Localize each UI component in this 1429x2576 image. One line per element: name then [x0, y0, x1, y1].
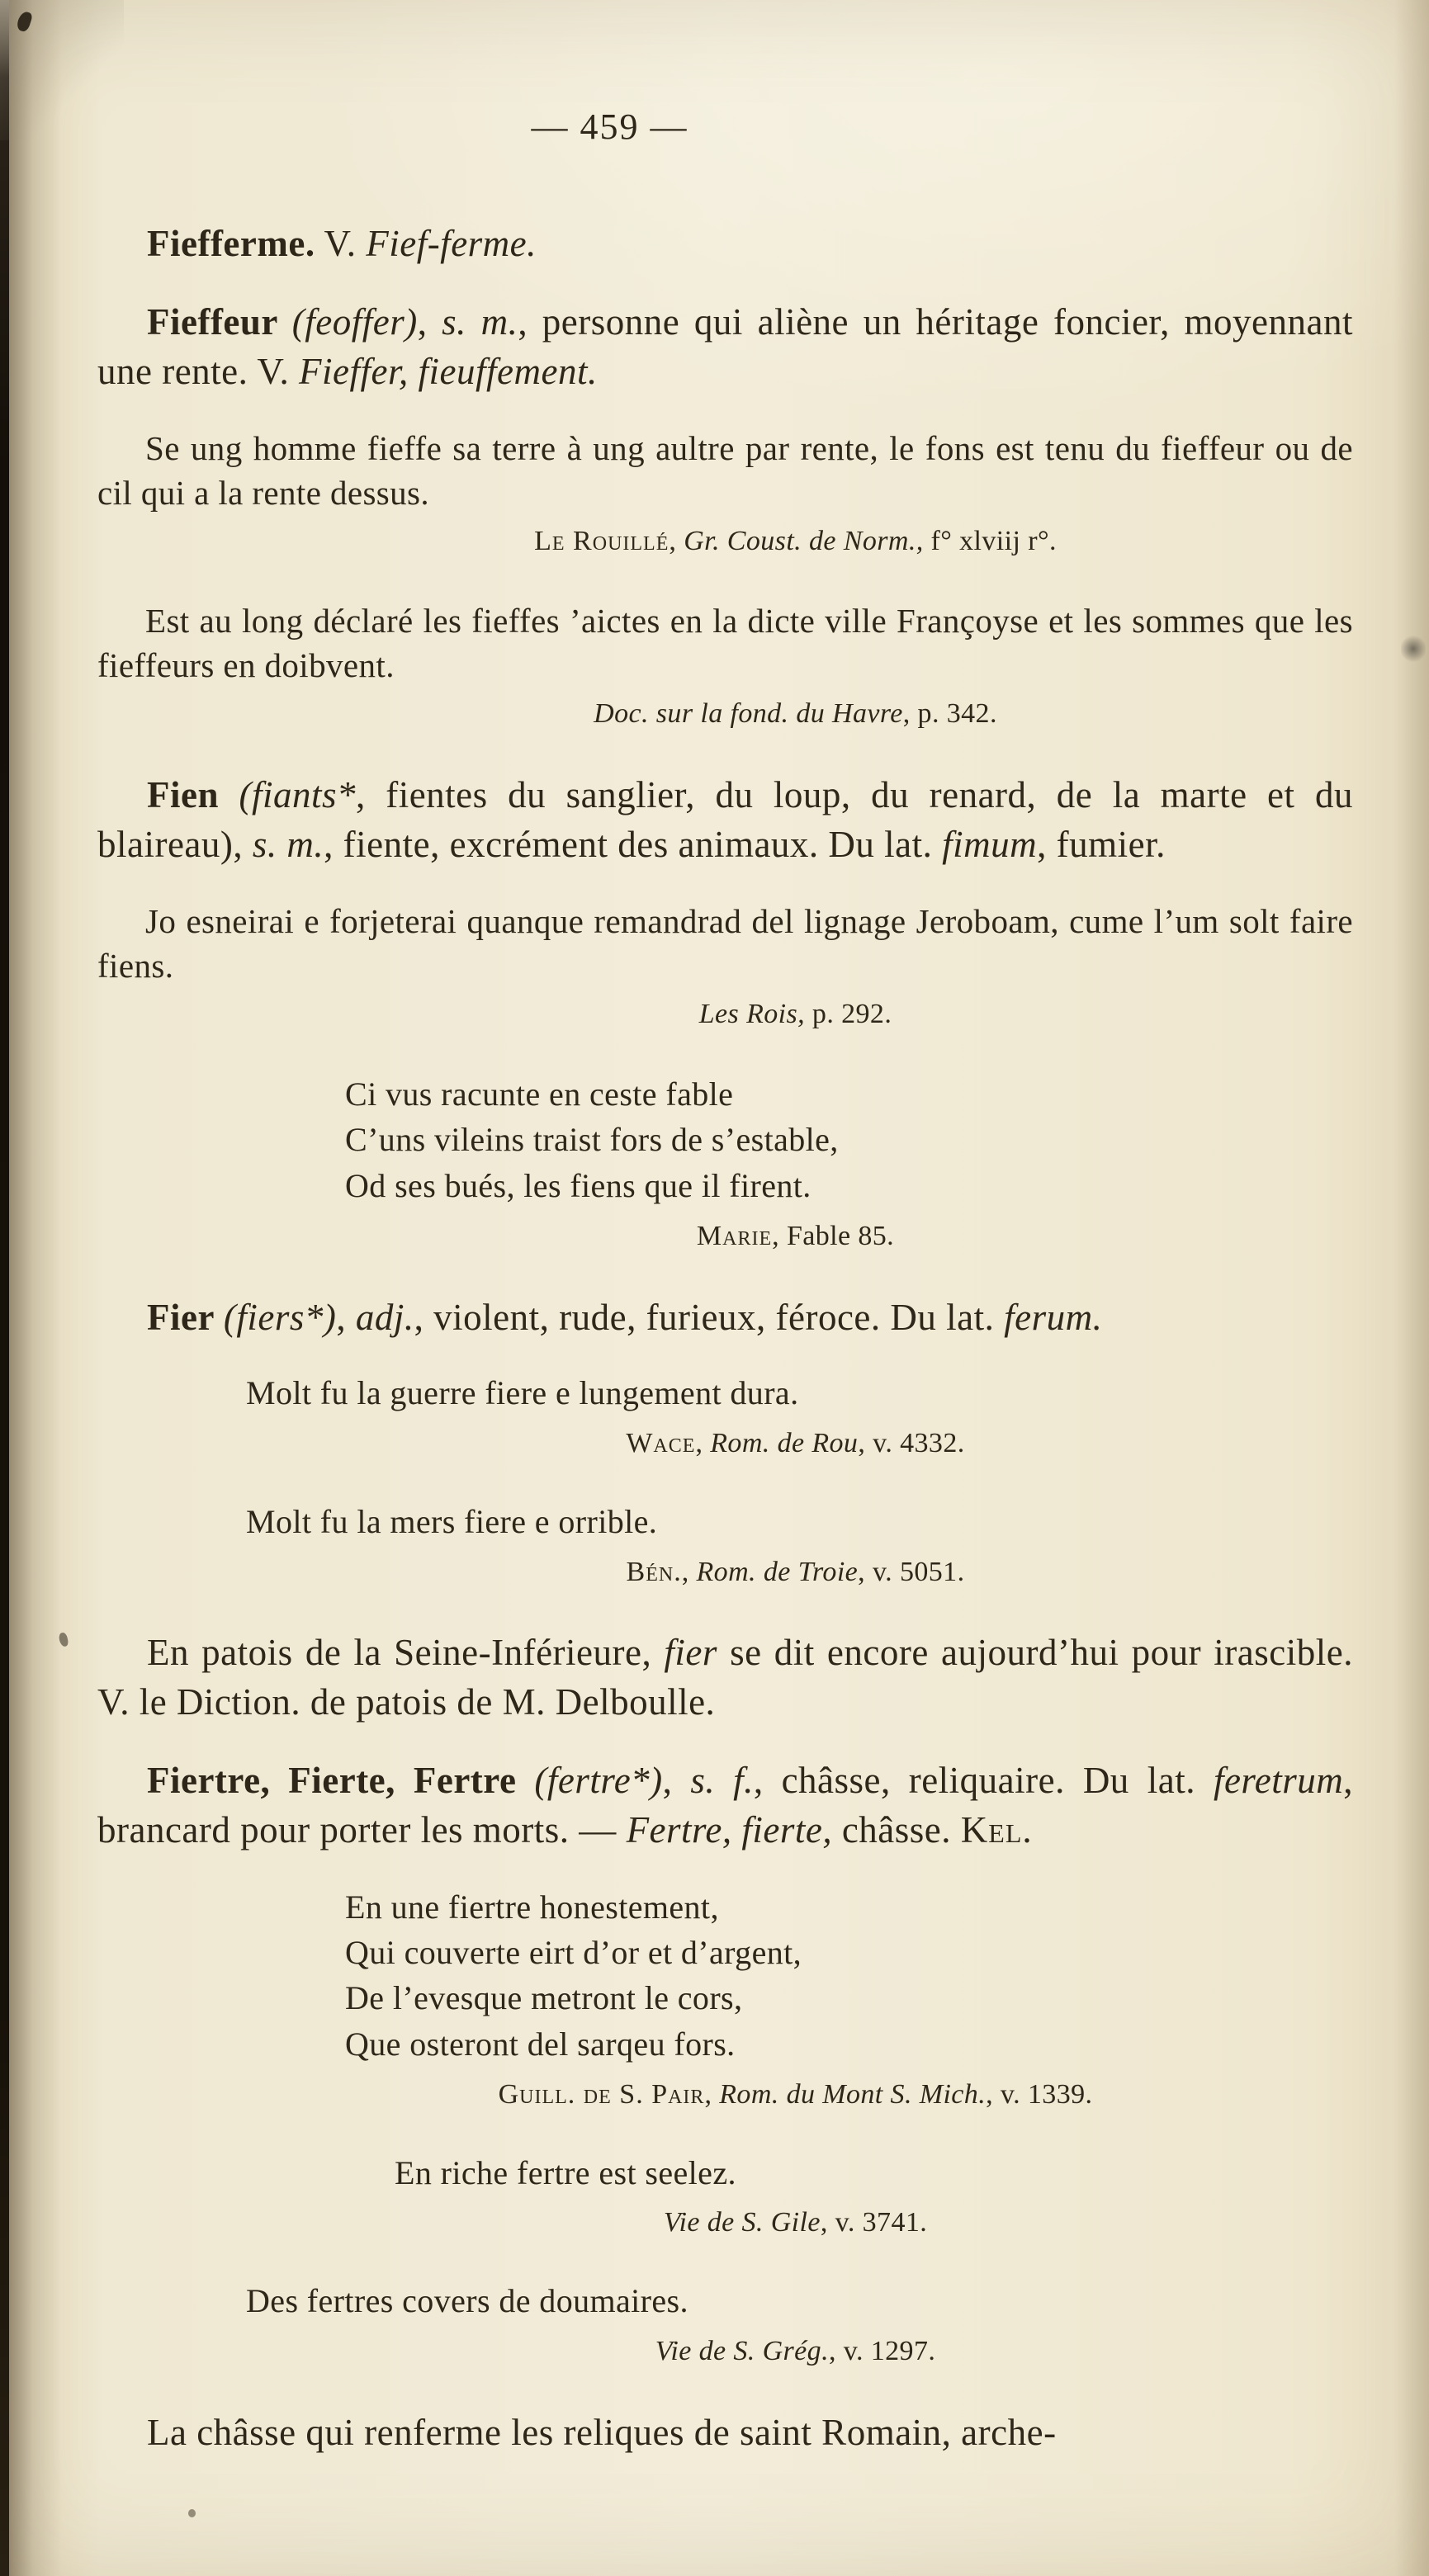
- text-segment: , v. 5051.: [858, 1556, 965, 1587]
- entry-fiefferme: [97, 220, 1353, 268]
- verse-en-une-fiertre: [345, 1884, 1353, 2067]
- ink-speck-bottom: [188, 2509, 196, 2517]
- citation-wace: [97, 1425, 1353, 1463]
- quote-des-fertres-covers: [246, 2280, 1353, 2323]
- text-segment: Fief-ferme.: [366, 223, 537, 264]
- text-segment: , Fable 85.: [772, 1220, 895, 1251]
- citation-doc-havre: [97, 696, 1353, 733]
- quote-molt-fu-la-guerre: [246, 1372, 1353, 1416]
- text-segment: Doc. sur la fond. du Havre: [594, 698, 903, 730]
- text-segment: Rom. de Rou: [710, 1427, 859, 1458]
- quote-est-au-long: [97, 598, 1353, 688]
- text-segment: Gr. Coust. de Norm.,: [684, 526, 924, 557]
- text-segment: Est au long déclaré les fieffes ’aictes en la dicte ville Françoyse et les sommes que les fieffeurs en doibvent.: [97, 602, 1353, 685]
- text-segment: ,: [695, 1427, 711, 1458]
- text-segment: , violent, rude, furieux, féroce. Du lat.: [414, 1296, 1005, 1338]
- text-segment: , fientes du sanglier, du loup, du renard, de la marte et du blaireau),: [97, 774, 1353, 865]
- text-segment: Fien: [147, 774, 239, 816]
- page-number: — 459 —: [531, 106, 688, 147]
- citation-marie: [97, 1218, 1353, 1255]
- text-segment: Fiefferme.: [147, 223, 315, 264]
- text-segment: (fiers*): [223, 1296, 337, 1338]
- text-segment: Jo esneirai e forjeterai quanque remandrad del lignage Jeroboam, cume l’um solt faire fiens.: [97, 902, 1353, 985]
- text-segment: Kel.: [960, 1808, 1033, 1850]
- text-segment: châsse.: [832, 1808, 961, 1850]
- text-segment: , v. 3741.: [820, 2207, 928, 2238]
- text-segment: , v. 1339.: [986, 2078, 1093, 2110]
- quote-molt-fu-la-mers: [246, 1501, 1353, 1544]
- verse-line: De l’evesque metront le cors,: [345, 1979, 743, 2017]
- book-spine-shadow: [0, 0, 9, 2576]
- citation-le-rouille: [97, 523, 1353, 560]
- text-segment: Rom. de Troie: [696, 1556, 859, 1587]
- text-segment: Le Rouillé: [534, 526, 670, 557]
- page-content: [97, 220, 1353, 2487]
- quote-se-ung-homme: [97, 426, 1353, 515]
- text-segment: , fumier.: [1037, 823, 1166, 865]
- verse-line: C’uns vileins traist fors de s’estable,: [345, 1121, 839, 1159]
- text-segment: se dit encore aujourd’hui pour irascible. V. le Diction. de patois de M. Delboulle.: [97, 1632, 1353, 1723]
- text-segment: , fiente, excrément des animaux. Du lat.: [324, 823, 943, 865]
- text-segment: Fieffeur: [147, 301, 292, 343]
- entry-fien: [97, 771, 1353, 869]
- text-segment: Vie de S. Gile: [663, 2207, 821, 2238]
- text-segment: (feoffer): [291, 301, 418, 343]
- text-segment: Les Rois,: [698, 999, 806, 1030]
- quote-jo-esneirai: [97, 899, 1353, 988]
- citation-vie-de-s-gile: [97, 2205, 1353, 2242]
- page-right-edge-shade: [1394, 0, 1429, 2576]
- entry-fieffeur: [97, 298, 1353, 396]
- text-segment: s. m.: [442, 301, 518, 343]
- verse-line: Que osteront del sarqeu fors.: [345, 2025, 736, 2063]
- text-segment: feretrum: [1213, 1760, 1344, 1802]
- text-segment: (fiants*: [239, 774, 356, 816]
- text-segment: Bén.: [626, 1556, 682, 1587]
- text-segment: En riche fertre est seelez.: [395, 2153, 736, 2191]
- text-segment: , châsse, reliquaire. Du lat.: [753, 1760, 1214, 1802]
- text-segment: ferum.: [1004, 1296, 1103, 1338]
- text-segment: Vie de S. Grég.: [655, 2336, 829, 2367]
- text-segment: f° xlviij r°.: [923, 526, 1057, 557]
- citation-vie-de-s-greg: [97, 2333, 1353, 2370]
- text-segment: Rom. du Mont S. Mich.: [719, 2078, 987, 2110]
- text-segment: Molt fu la guerre fiere e lungement dura.: [246, 1374, 799, 1412]
- entry-fier: [97, 1293, 1353, 1342]
- verse-line: Ci vus racunte en ceste fable: [345, 1075, 734, 1113]
- text-segment: p. 292.: [805, 999, 892, 1030]
- text-segment: s. f.: [690, 1760, 754, 1802]
- text-segment: Fertre, fierte,: [626, 1808, 833, 1850]
- text-segment: , v. 1297.: [828, 2336, 936, 2367]
- text-segment: Des fertres covers de doumaires.: [246, 2282, 688, 2320]
- text-segment: ,: [681, 1556, 697, 1587]
- text-segment: fimum: [942, 823, 1038, 865]
- citation-guill-de-s-pair: [97, 2077, 1353, 2114]
- text-segment: Wace: [626, 1427, 696, 1458]
- text-segment: ,: [336, 1296, 356, 1338]
- text-segment: ,: [662, 1760, 691, 1802]
- citation-les-rois: [97, 996, 1353, 1033]
- text-segment: ,: [417, 301, 442, 343]
- verse-line: En une fiertre honestement,: [345, 1888, 719, 1926]
- citation-ben: [97, 1554, 1353, 1591]
- text-segment: Guill. de S. Pair: [498, 2078, 705, 2110]
- text-segment: Marie: [696, 1220, 773, 1251]
- text-segment: La châsse qui renferme les reliques de saint Romain, arche-: [147, 2411, 1057, 2453]
- text-segment: , brancard pour porter les morts. —: [97, 1760, 1354, 1850]
- text-segment: , v. 4332.: [858, 1427, 965, 1458]
- text-segment: Se ung homme fieffe sa terre à ung aultre par rente, le fons est tenu du fieffeur ou de cil qui a la rente dessus.: [97, 429, 1353, 513]
- text-segment: s. m.: [252, 823, 324, 865]
- text-segment: V.: [315, 223, 367, 264]
- quote-en-riche-fertre: [395, 2152, 1353, 2196]
- text-segment: Molt fu la mers fiere e orrible.: [246, 1502, 658, 1540]
- text-segment: Fiertre, Fierte, Fertre: [147, 1760, 535, 1802]
- spine-fade-shadow: [9, 0, 62, 2576]
- paragraph-en-patois: [97, 1628, 1353, 1727]
- text-segment: fier: [664, 1632, 717, 1674]
- text-segment: (fertre*): [534, 1760, 663, 1802]
- verse-line: Od ses bués, les fiens que il firent.: [345, 1166, 812, 1204]
- text-segment: , p. 342.: [902, 698, 997, 730]
- text-segment: adj.: [355, 1296, 414, 1338]
- ink-smudge-right-edge: [1401, 634, 1426, 664]
- verse-line: Qui couverte eirt d’or et d’argent,: [345, 1934, 802, 1972]
- text-segment: ,: [704, 2078, 720, 2110]
- text-segment: En patois de la Seine-Inférieure,: [147, 1632, 665, 1674]
- text-segment: ,: [669, 526, 684, 557]
- verse-ci-vus-racunte: [345, 1071, 1353, 1208]
- entry-fiertre: [97, 1756, 1353, 1855]
- paragraph-la-chasse: [97, 2408, 1353, 2457]
- text-segment: Fieffer, fieuffement.: [299, 350, 598, 392]
- text-segment: Fier: [147, 1296, 224, 1338]
- text-segment: , personne qui aliène un héritage foncier, moyennant une rente. V.: [97, 301, 1353, 392]
